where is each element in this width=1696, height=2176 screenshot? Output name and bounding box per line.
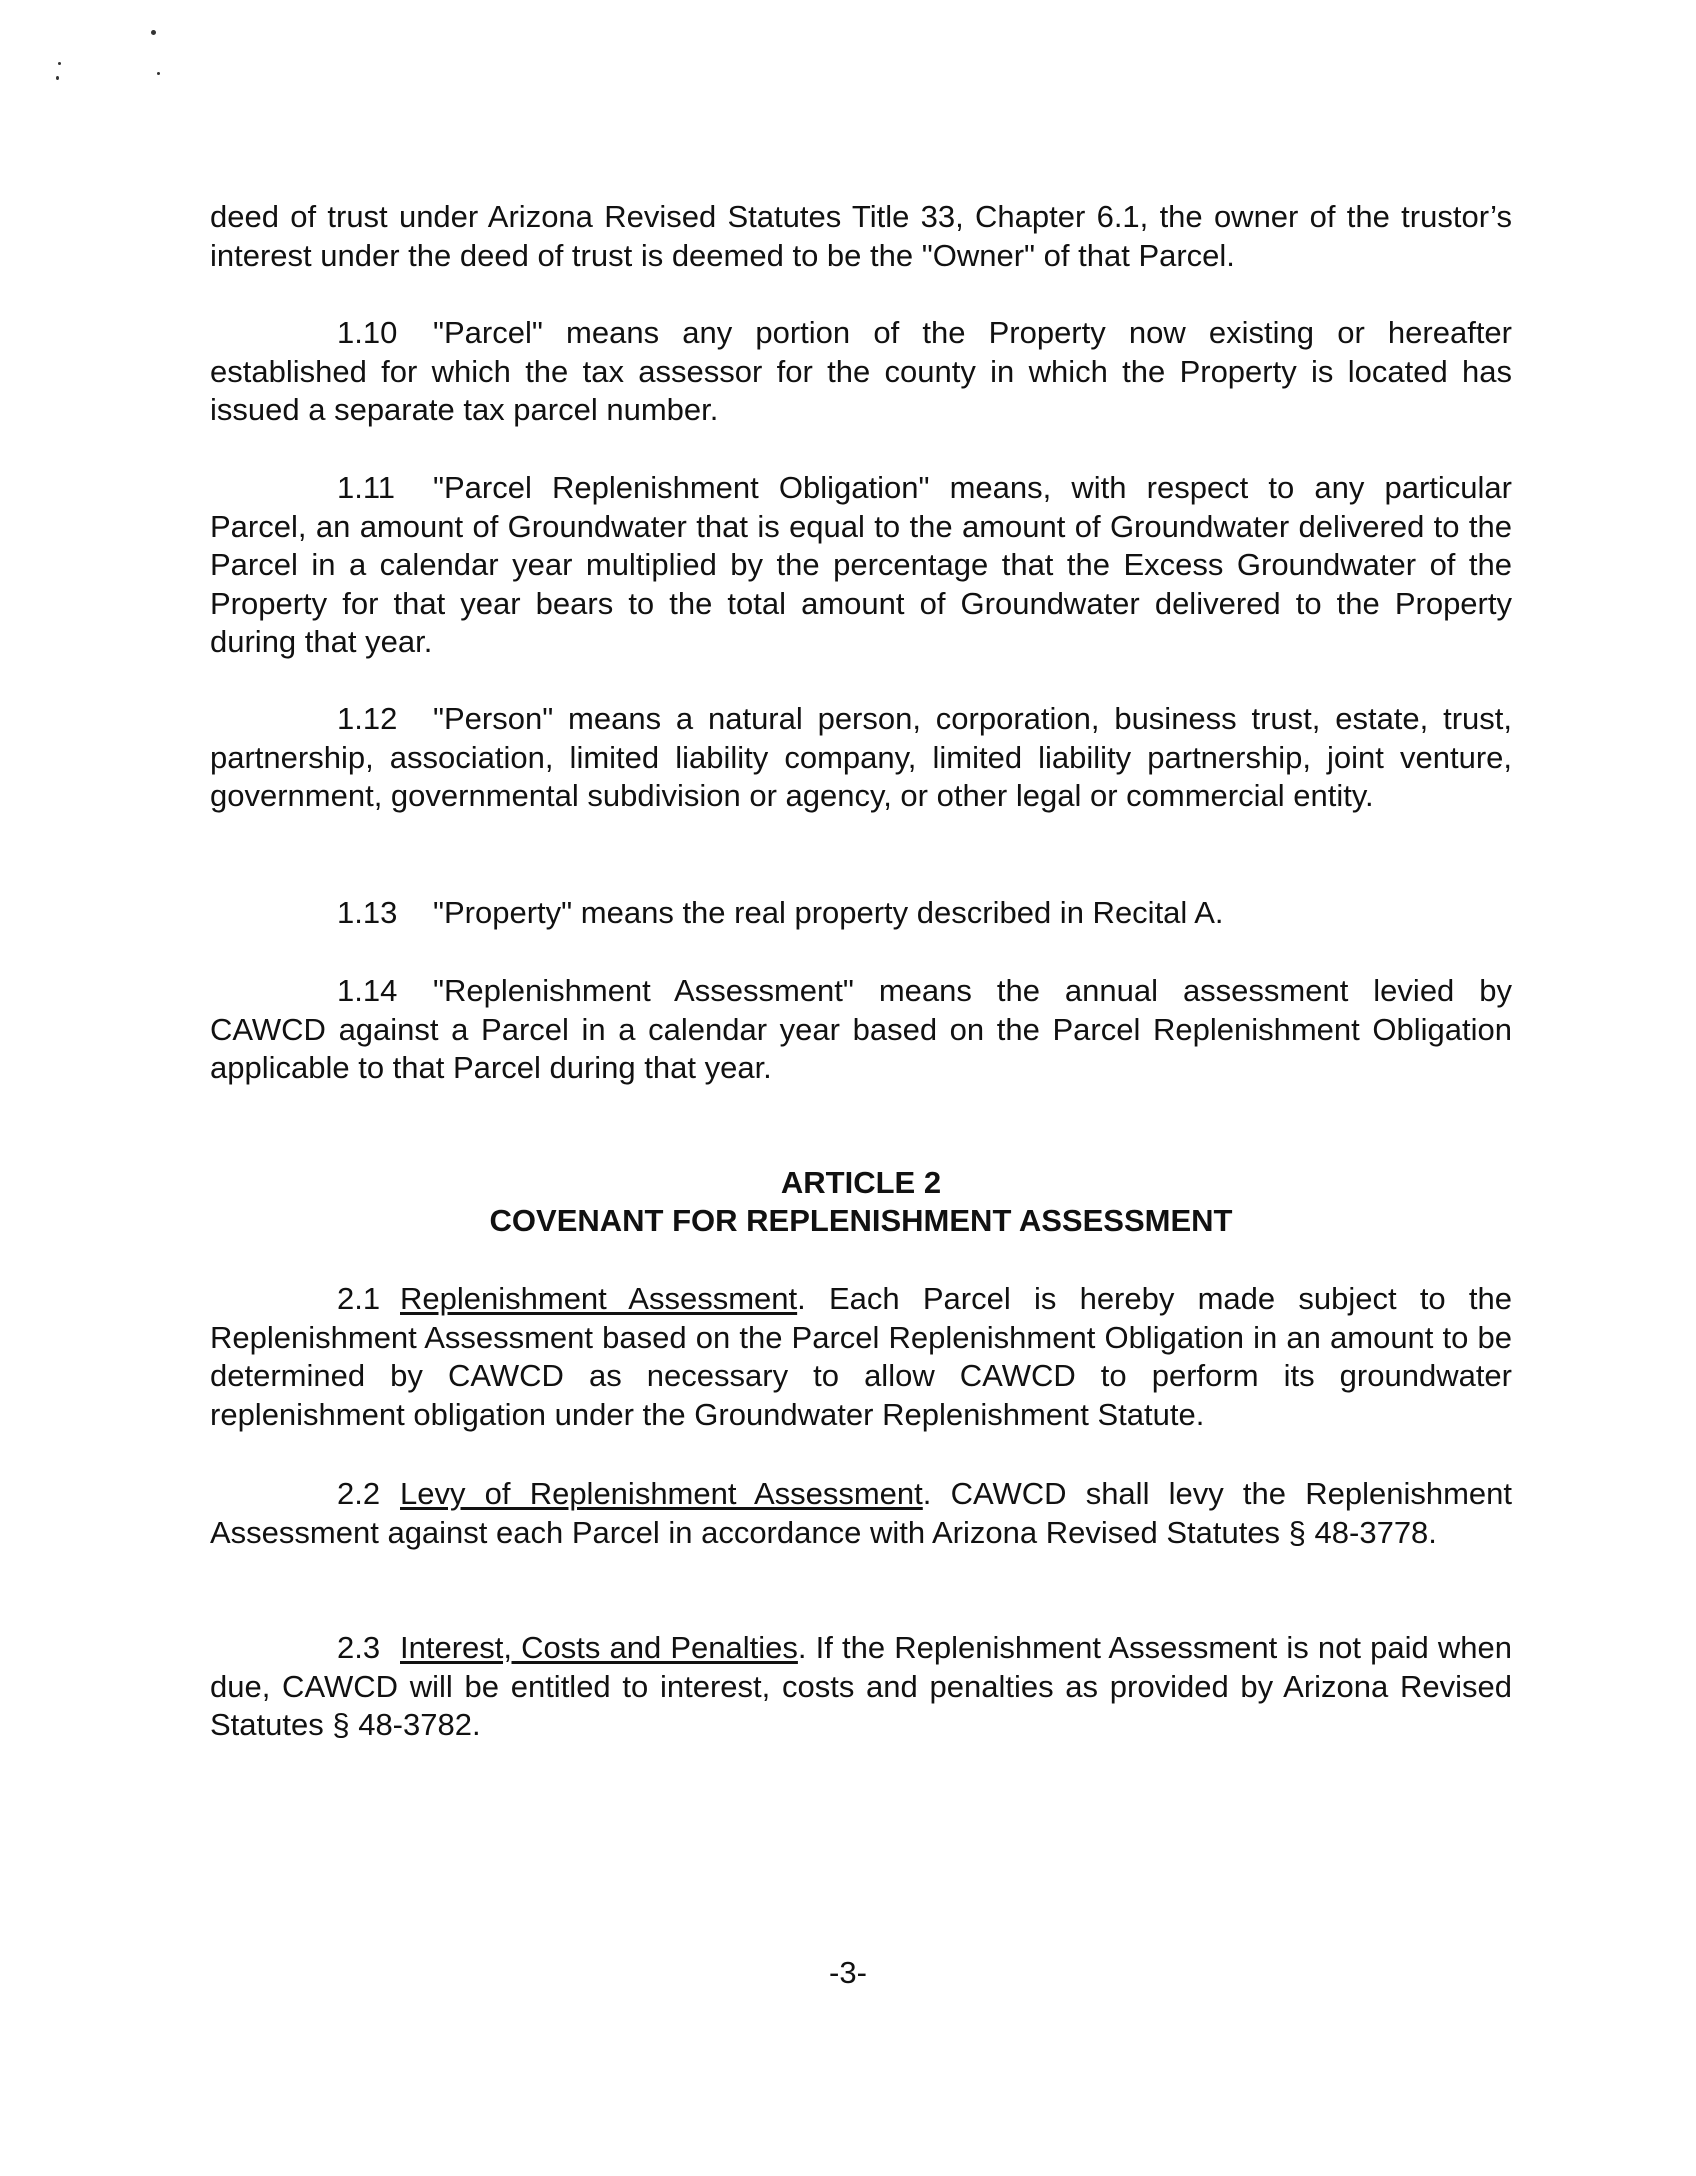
definition-text: "Replenishment Assessment" means the annual assessment levied by CAWCD against a Parcel in a calendar year based on the Parcel Replenishment Obligation applicable to that Parcel during that year. [210, 973, 1512, 1085]
definition-1-12 [210, 700, 1512, 816]
section-text: . CAWCD shall levy the Replenishment Assessment against each Parcel in accordance with Arizona Revised Statutes § 48-3778. [210, 1476, 1512, 1550]
definition-text: "Parcel Replenishment Obligation" means, with respect to any particular Parcel, an amount of Groundwater that is equal to the amount of Groundwater delivered to the Parcel in a calendar year multiplied by the percentage that the Excess Groundwater of the Property for that year bears to the total amount of Groundwater delivered to the Property during that year. [210, 470, 1512, 659]
section-2-3 [210, 1629, 1512, 1745]
page-number: -3- [829, 1955, 867, 1990]
definition-text: "Person" means a natural person, corporation, business trust, estate, trust, partnership, association, limited liability company, limited liability partnership, joint venture, government, governmental subdivision or agency, or other legal or commercial entity. [210, 701, 1512, 813]
section-text: . If the Replenishment Assessment is not paid when due, CAWCD will be entitled to interest, costs and penalties as provided by Arizona Revised Statutes § 48-3782. [210, 1630, 1512, 1742]
section-heading: Interest, Costs and Penalties [400, 1630, 798, 1665]
definition-number: 1.11 [337, 470, 396, 505]
section-number: 2.2 [337, 1476, 381, 1511]
definition-number: 1.12 [337, 701, 398, 736]
section-heading: Replenishment Assessment [400, 1281, 798, 1316]
definition-1-13 [210, 894, 1512, 933]
section-2-2 [210, 1475, 1512, 1552]
definition-text: "Property" means the real property described in Recital A. [433, 895, 1224, 930]
definition-1-14 [210, 972, 1512, 1088]
section-2-1 [210, 1280, 1512, 1434]
definition-number: 1.14 [337, 973, 398, 1008]
intro-paragraph [210, 198, 1512, 275]
scan-speck [56, 76, 59, 80]
section-number: 2.1 [337, 1281, 381, 1316]
scan-speck [151, 30, 156, 35]
scan-speck [157, 72, 160, 75]
definition-number: 1.10 [337, 315, 398, 350]
definition-1-10 [210, 314, 1512, 430]
article-label: ARTICLE 2 [780, 1165, 942, 1200]
scan-speck [58, 62, 61, 65]
section-number: 2.3 [337, 1630, 381, 1665]
definition-text: "Parcel" means any portion of the Property now existing or hereafter established for which the tax assessor for the county in which the Property is located has issued a separate tax parcel number. [210, 315, 1512, 427]
definition-1-11 [210, 469, 1512, 662]
article-title: COVENANT FOR REPLENISHMENT ASSESSMENT [489, 1203, 1233, 1238]
section-text: . Each Parcel is hereby made subject to the Replenishment Assessment based on the Parcel Replenishment Obligation in an amount to be determined by CAWCD as necessary to allow CAWCD to perform its groundwater replenishment obligation under the Groundwater Replenishment Statute. [210, 1281, 1512, 1432]
definition-number: 1.13 [337, 895, 398, 930]
intro-text: deed of trust under Arizona Revised Statutes Title 33, Chapter 6.1, the owner of the trustor’s interest under the deed of trust is deemed to be the "Owner" of that Parcel. [210, 199, 1512, 273]
section-heading: Levy of Replenishment Assessment [400, 1476, 923, 1511]
